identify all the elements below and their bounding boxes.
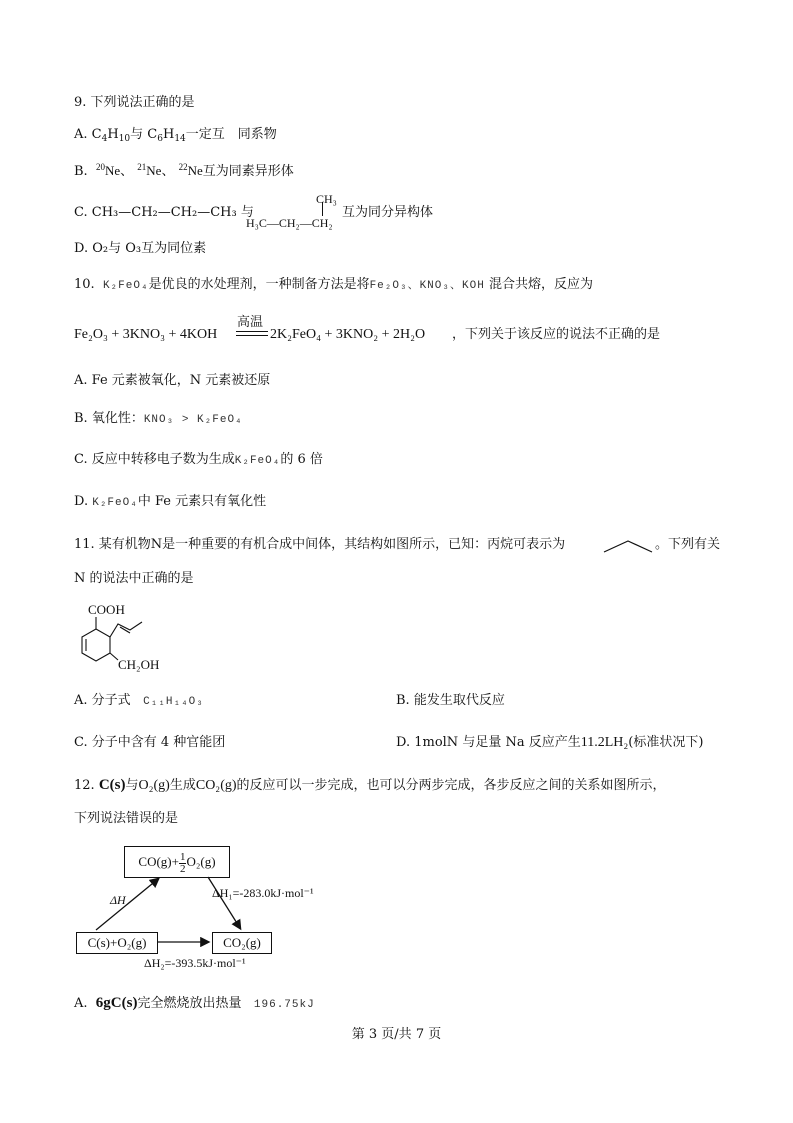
q12-stem-line2: 下列说法错误的是 (74, 811, 179, 826)
q11-struct-cooh: COOH (88, 602, 125, 617)
q12-stem: 12. C(s)与O₂(g)生成CO₂(g)的反应可以一步完成，也可以分两步完成，各步反应之间的关系如图所示， (74, 777, 666, 793)
q12-box-co2: CO₂(g) (212, 932, 272, 954)
q10-eq-arrow (236, 331, 268, 336)
q11-option-c: C. 分子中含有 4 种官能团 (74, 735, 226, 750)
q12-label-dh: ΔH (110, 893, 126, 907)
q11-option-b: B. 能发生取代反应 (396, 693, 505, 708)
q11-stem-tail: 。下列有关 (655, 537, 721, 552)
q12-label-dh1: ΔH₁=-283.0kJ·mol⁻¹ (212, 886, 314, 900)
q9-branch-ch3: CH₃ (316, 192, 337, 206)
propane-skeletal-icon (602, 538, 654, 554)
q12-box-co: CO(g)+ $\frac{1}{2}$ O₂(g) (124, 846, 230, 878)
q11-option-a: A. 分子式 C₁₁H₁₄O₃ (74, 693, 204, 708)
q12-arrows-icon (90, 870, 270, 950)
q11-option-d: D. 1molN 与足量 Na 反应产生11.2LH₂(标准状况下) (396, 735, 704, 750)
q9-option-c-prefix: C. CH₃—CH₂—CH₂—CH₃ 与 (74, 205, 254, 220)
q10-option-a: A. Fe 元素被氧化，N 元素被还原 (74, 373, 271, 388)
q9-option-b: B. $^{20}$Ne、 $^{21}$Ne、 $^{22}$Ne互为同素异形体 (74, 162, 294, 179)
q10-eq-left: Fe₂O₃ + 3KNO₃ + 4KOH (74, 327, 218, 342)
q9-option-a: A. $C_4H_{10}$与 $C_6H_{14}$一定互 同系物 (74, 127, 277, 144)
q10-eq-right: 2K₂FeO₄ + 3KNO₂ + 2H₂O (270, 327, 426, 342)
q12-box-reactants: C(s)+O₂(g) (76, 932, 158, 954)
q11-struct-ch2oh: CH₂OH (118, 657, 160, 672)
q9-option-c-tail: 互为同分异构体 (342, 205, 434, 220)
q11-stem: 11. 某有机物N是一种重要的有机合成中间体，其结构如图所示，已知：丙烷可表示为 (74, 537, 566, 552)
q10-option-c: C. 反应中转移电子数为生成K₂FeO₄的 6 倍 (74, 452, 323, 467)
q12-label-dh2: ΔH₂=-393.5kJ·mol⁻¹ (144, 956, 246, 970)
q10-eq-tail: ，下列关于该反应的说法不正确的是 (452, 327, 661, 342)
q10-option-b: B. 氧化性：KNO₃ > K₂FeO₄ (74, 411, 243, 426)
q10-eq-condition: 高温 (237, 315, 264, 330)
q11-ring-structure-icon (72, 614, 152, 670)
q11-stem-line2: N 的说法中正确的是 (74, 571, 194, 586)
page-footer: 第 3 页/共 7 页 (351, 1027, 442, 1042)
q9-option-d: D. O₂与 O₃互为同位素 (74, 241, 207, 256)
q12-option-a: A. 6gC(s)完全燃烧放出热量 196.75kJ (74, 995, 315, 1011)
q10-option-d: D. K₂FeO₄中 Fe 元素只有氧化性 (74, 494, 267, 509)
q10-stem: 10. K₂FeO₄是优良的水处理剂，一种制备方法是将Fe₂O₃、KNO₃、KOH 混合共熔，反应为 (74, 277, 593, 292)
q9-stem: 9. 下列说法正确的是 (74, 95, 195, 110)
q9-branch-chain: H₃C—CH₂—CH₂ (246, 216, 333, 230)
